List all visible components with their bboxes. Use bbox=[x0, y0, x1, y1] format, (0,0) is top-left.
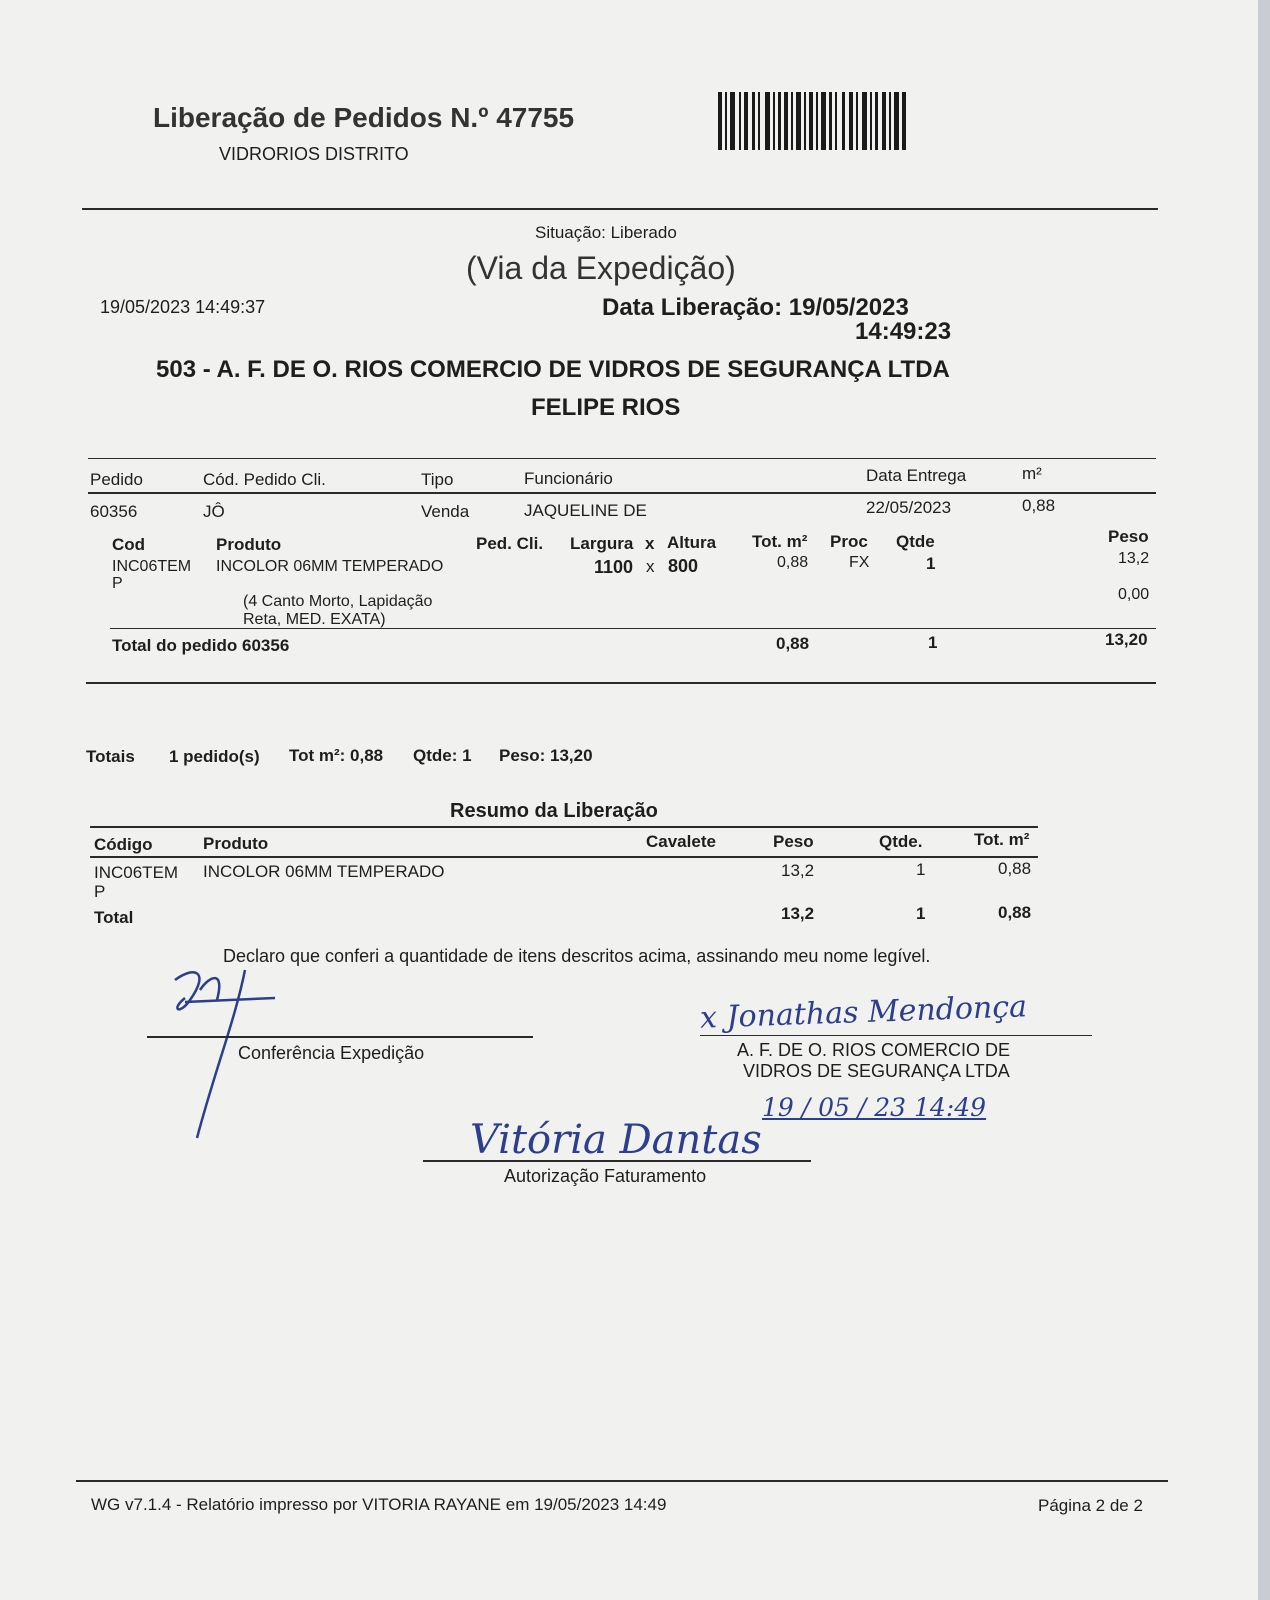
barcode bbox=[718, 92, 910, 150]
item-x: x bbox=[646, 557, 655, 576]
footer-report: WG v7.1.4 - Relatório impresso por VITORIA RAYANE em 19/05/2023 14:49 bbox=[91, 1495, 667, 1514]
summary-col-tot-m2: Tot. m² bbox=[974, 830, 1030, 849]
summary-tot-m2: 0,88 bbox=[998, 859, 1032, 878]
summary-codigo-line2: P bbox=[94, 882, 106, 901]
order-bottom-rule bbox=[86, 682, 1156, 684]
autorizacao-signature: Vitória Dantas bbox=[470, 1117, 762, 1163]
footer-page-number: Página 2 de 2 bbox=[1038, 1496, 1143, 1515]
company-line2: VIDROS DE SEGURANÇA LTDA bbox=[743, 1061, 1010, 1081]
totals-qtde: Qtde: 1 bbox=[413, 746, 472, 765]
summary-codigo-line1: INC06TEM bbox=[94, 863, 179, 882]
summary-col-produto: Produto bbox=[203, 834, 269, 853]
item-col-tot-m2: Tot. m² bbox=[752, 532, 808, 551]
summary-col-qtde: Qtde. bbox=[879, 832, 923, 851]
order-data-entrega: 22/05/2023 bbox=[866, 498, 952, 517]
summary-peso: 13,2 bbox=[781, 861, 815, 880]
release-label: Data Liberação: bbox=[602, 294, 783, 321]
conferencia-line bbox=[147, 1036, 533, 1038]
item-col-largura: Largura bbox=[570, 534, 634, 553]
client-contact: FELIPE RIOS bbox=[531, 394, 681, 421]
order-funcionario: JAQUELINE DE bbox=[524, 501, 647, 520]
order-tipo: Venda bbox=[421, 502, 470, 521]
company-signature: x Jonathas Mendonça bbox=[699, 989, 1028, 1036]
page-edge bbox=[1258, 0, 1270, 1600]
summary-total-peso: 13,2 bbox=[781, 904, 815, 923]
conferencia-label: Conferência Expedição bbox=[238, 1043, 425, 1063]
col-data-entrega: Data Entrega bbox=[866, 466, 967, 485]
print-datetime: 19/05/2023 14:49:37 bbox=[100, 297, 266, 317]
item-col-altura: Altura bbox=[667, 533, 717, 552]
via-label: (Via da Expedição) bbox=[466, 250, 736, 286]
summary-produto: INCOLOR 06MM TEMPERADO bbox=[203, 862, 445, 881]
summary-total-qtde: 1 bbox=[916, 904, 926, 923]
col-cod-pedido-cli: Cód. Pedido Cli. bbox=[203, 470, 326, 489]
item-note-line1: (4 Canto Morto, Lapidação bbox=[243, 593, 433, 610]
summary-title: Resumo da Liberação bbox=[450, 800, 658, 822]
autorizacao-label: Autorização Faturamento bbox=[504, 1166, 707, 1186]
item-proc: FX bbox=[849, 554, 870, 571]
header-divider bbox=[82, 208, 1158, 210]
company-line bbox=[700, 1035, 1092, 1036]
autorizacao-line bbox=[423, 1160, 811, 1162]
totals-label: Totais bbox=[86, 747, 135, 766]
col-tipo: Tipo bbox=[421, 470, 454, 489]
order-top-rule bbox=[88, 458, 1156, 459]
item-col-qtde: Qtde bbox=[896, 532, 935, 551]
company-line1: A. F. DE O. RIOS COMERCIO DE bbox=[737, 1040, 1011, 1060]
summary-header-rule bbox=[90, 856, 1038, 858]
summary-total-label: Total bbox=[94, 908, 134, 927]
order-pedido: 60356 bbox=[90, 502, 138, 521]
item-qtde: 1 bbox=[926, 554, 936, 573]
item-cod-line2: P bbox=[112, 575, 123, 592]
item-altura: 800 bbox=[668, 556, 699, 576]
item-peso: 13,2 bbox=[1118, 550, 1150, 567]
item-col-x: x bbox=[645, 534, 655, 553]
client-name: 503 - A. F. DE O. RIOS COMERCIO DE VIDROS DE SEGURANÇA LTDA bbox=[156, 356, 950, 383]
item-col-proc: Proc bbox=[830, 532, 868, 551]
totals-peso: Peso: 13,20 bbox=[499, 746, 593, 765]
release-date-value: 19/05/2023 bbox=[788, 294, 909, 321]
company-name: VIDRORIOS DISTRITO bbox=[219, 144, 409, 164]
document-title: Liberação de Pedidos N.º 47755 bbox=[153, 102, 575, 133]
item-col-produto: Produto bbox=[216, 535, 282, 554]
col-m2: m² bbox=[1022, 464, 1042, 483]
item-col-peso: Peso bbox=[1108, 527, 1149, 546]
item-tot-m2: 0,88 bbox=[777, 554, 809, 571]
item-col-ped-cli: Ped. Cli. bbox=[476, 534, 544, 553]
item-note-value: 0,00 bbox=[1118, 586, 1150, 603]
declaration-text: Declaro que conferi a quantidade de itens descritos acima, assinando meu nome legível. bbox=[223, 946, 931, 966]
summary-top-rule bbox=[90, 826, 1038, 828]
item-cod-line1: INC06TEM bbox=[112, 558, 192, 575]
col-pedido: Pedido bbox=[90, 470, 143, 489]
item-produto: INCOLOR 06MM TEMPERADO bbox=[216, 558, 444, 575]
item-note-line2: Reta, MED. EXATA) bbox=[243, 611, 386, 628]
release-time: 14:49:23 bbox=[855, 318, 952, 345]
footer-rule bbox=[76, 1480, 1168, 1482]
col-funcionario: Funcionário bbox=[524, 469, 613, 488]
order-total-m2: 0,88 bbox=[776, 634, 810, 653]
summary-col-codigo: Código bbox=[94, 835, 153, 854]
status-text: Situação: Liberado bbox=[535, 223, 677, 242]
handwritten-date: 19 / 05 / 23 14:49 bbox=[762, 1093, 987, 1122]
order-m2: 0,88 bbox=[1022, 496, 1056, 515]
order-total-label: Total do pedido 60356 bbox=[112, 636, 290, 655]
order-total-qtde: 1 bbox=[928, 633, 938, 652]
item-col-cod: Cod bbox=[112, 535, 146, 554]
item-largura: 1100 bbox=[594, 557, 634, 577]
summary-col-cavalete: Cavalete bbox=[646, 832, 716, 851]
summary-total-tot-m2: 0,88 bbox=[998, 903, 1032, 922]
order-total-peso: 13,20 bbox=[1105, 630, 1148, 649]
totals-tot-m2: Tot m²: 0,88 bbox=[289, 746, 384, 765]
order-header-rule bbox=[88, 492, 1156, 494]
totals-pedidos: 1 pedido(s) bbox=[169, 747, 260, 766]
summary-qtde: 1 bbox=[916, 860, 926, 879]
summary-col-peso: Peso bbox=[773, 832, 814, 851]
order-cod-cli: JÔ bbox=[203, 502, 225, 521]
order-total-rule bbox=[110, 628, 1156, 629]
